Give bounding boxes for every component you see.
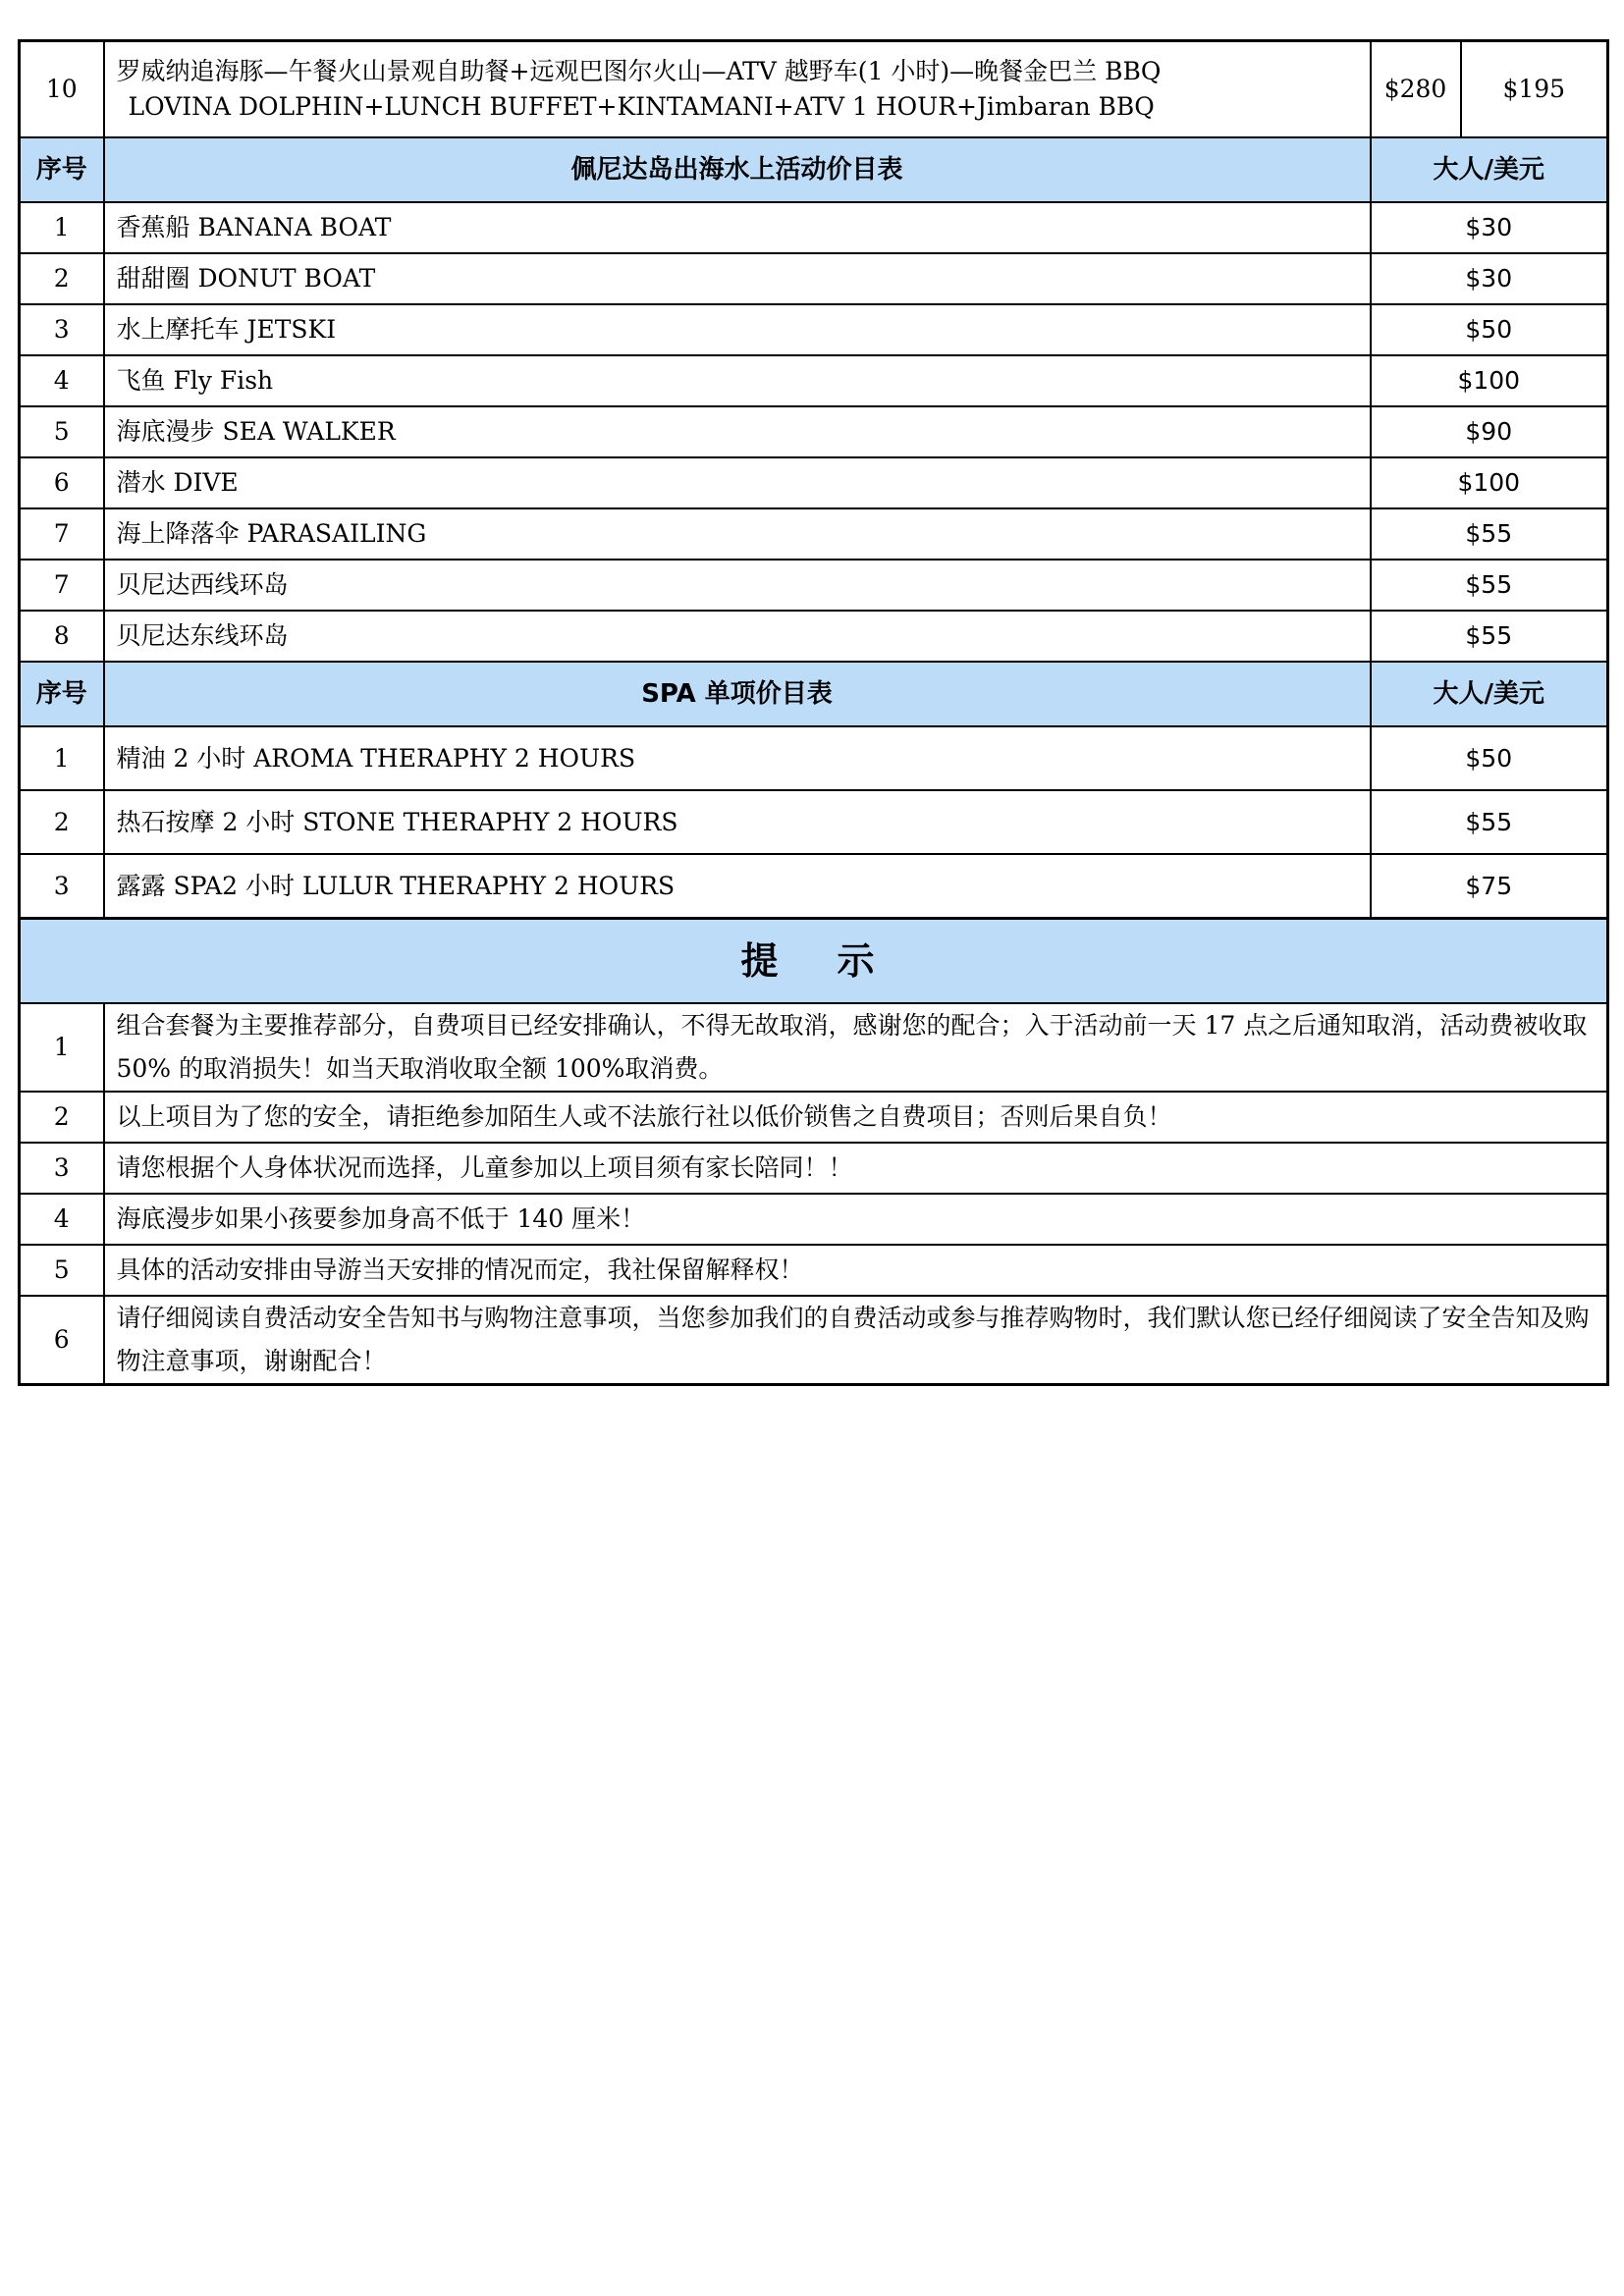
combo-row	[20, 41, 1608, 138]
water-section-header	[20, 137, 1608, 202]
row-name: 潜水 DIVE	[104, 457, 1371, 508]
water-col-no: 序号	[20, 137, 104, 202]
row-price: $100	[1371, 355, 1608, 406]
row-name: 水上摩托车 JETSKI	[104, 304, 1371, 355]
tip-row	[20, 1003, 1608, 1092]
row-name: 精油 2 小时 AROMA THERAPHY 2 HOURS	[104, 726, 1371, 790]
tip-text: 海底漫步如果小孩要参加身高不低于 140 厘米！	[104, 1194, 1608, 1245]
tip-row	[20, 1194, 1608, 1245]
row-number: 7	[20, 560, 104, 611]
table-row	[20, 508, 1608, 560]
tip-row	[20, 1143, 1608, 1194]
tip-number: 2	[20, 1092, 104, 1143]
combo-row-name	[104, 41, 1371, 138]
tip-row	[20, 1092, 1608, 1143]
row-number: 1	[20, 202, 104, 253]
row-price: $30	[1371, 253, 1608, 304]
row-name: 热石按摩 2 小时 STONE THERAPHY 2 HOURS	[104, 790, 1371, 854]
row-price: $55	[1371, 560, 1608, 611]
spa-section-header	[20, 662, 1608, 726]
tip-text: 以上项目为了您的安全，请拒绝参加陌生人或不法旅行社以低价锁售之自费项目；否则后果自负！	[104, 1092, 1608, 1143]
tips-title: 提示	[20, 919, 1608, 1004]
row-price: $30	[1371, 202, 1608, 253]
row-number: 5	[20, 406, 104, 457]
row-number: 8	[20, 611, 104, 662]
row-name: 飞鱼 Fly Fish	[104, 355, 1371, 406]
table-row	[20, 355, 1608, 406]
row-number: 2	[20, 790, 104, 854]
tip-number: 6	[20, 1296, 104, 1385]
tip-text: 组合套餐为主要推荐部分，自费项目已经安排确认，不得无故取消，感谢您的配合；入于活动前一天 17 点之后通知取消，活动费被收取 50% 的取消损失！如当天取消收取全额 100%取消费。	[104, 1003, 1608, 1092]
tip-row	[20, 1296, 1608, 1385]
water-section-title: 佩尼达岛出海水上活动价目表	[104, 137, 1371, 202]
row-number: 3	[20, 304, 104, 355]
table-row	[20, 611, 1608, 662]
table-row	[20, 560, 1608, 611]
combo-price-child: $195	[1461, 41, 1608, 138]
combo-price-adult: $280	[1371, 41, 1461, 138]
tip-row	[20, 1245, 1608, 1296]
row-name: 香蕉船 BANANA BOAT	[104, 202, 1371, 253]
tip-number: 3	[20, 1143, 104, 1194]
combo-name-cn: 罗威纳追海豚—午餐火山景观自助餐+远观巴图尔火山—ATV 越野车(1 小时)—晚餐金巴兰 BBQ	[116, 57, 1162, 85]
price-list-document	[18, 39, 1606, 1386]
row-price: $75	[1371, 854, 1608, 919]
row-name: 露露 SPA2 小时 LULUR THERAPHY 2 HOURS	[104, 854, 1371, 919]
row-price: $50	[1371, 304, 1608, 355]
row-price: $100	[1371, 457, 1608, 508]
tip-number: 1	[20, 1003, 104, 1092]
row-number: 7	[20, 508, 104, 560]
table-row	[20, 304, 1608, 355]
tip-number: 5	[20, 1245, 104, 1296]
table-row	[20, 406, 1608, 457]
row-name: 甜甜圈 DONUT BOAT	[104, 253, 1371, 304]
row-name: 贝尼达东线环岛	[104, 611, 1371, 662]
row-price: $55	[1371, 611, 1608, 662]
row-number: 6	[20, 457, 104, 508]
row-price: $55	[1371, 508, 1608, 560]
table-row	[20, 457, 1608, 508]
table-row	[20, 202, 1608, 253]
table-row	[20, 790, 1608, 854]
tip-number: 4	[20, 1194, 104, 1245]
row-price: $50	[1371, 726, 1608, 790]
row-number: 2	[20, 253, 104, 304]
spa-section-title: SPA 单项价目表	[104, 662, 1371, 726]
spa-col-no: 序号	[20, 662, 104, 726]
combo-name-en: LOVINA DOLPHIN+LUNCH BUFFET+KINTAMANI+ATV 1 HOUR+Jimbaran BBQ	[128, 92, 1155, 121]
row-name: 海上降落伞 PARASAILING	[104, 508, 1371, 560]
table-row	[20, 726, 1608, 790]
table-row	[20, 854, 1608, 919]
row-price: $90	[1371, 406, 1608, 457]
row-number: 4	[20, 355, 104, 406]
table-row	[20, 253, 1608, 304]
spa-col-price: 大人/美元	[1371, 662, 1608, 726]
combo-row-number: 10	[20, 41, 104, 138]
row-number: 3	[20, 854, 104, 919]
price-table	[18, 39, 1609, 1386]
row-name: 海底漫步 SEA WALKER	[104, 406, 1371, 457]
row-number: 1	[20, 726, 104, 790]
row-name: 贝尼达西线环岛	[104, 560, 1371, 611]
tip-text: 请您根据个人身体状况而选择，儿童参加以上项目须有家长陪同！！	[104, 1143, 1608, 1194]
water-col-price: 大人/美元	[1371, 137, 1608, 202]
tip-text: 具体的活动安排由导游当天安排的情况而定，我社保留解释权！	[104, 1245, 1608, 1296]
row-price: $55	[1371, 790, 1608, 854]
tip-text: 请仔细阅读自费活动安全告知书与购物注意事项，当您参加我们的自费活动或参与推荐购物时，我们默认您已经仔细阅读了安全告知及购物注意事项，谢谢配合！	[104, 1296, 1608, 1385]
tips-header	[20, 919, 1608, 1004]
